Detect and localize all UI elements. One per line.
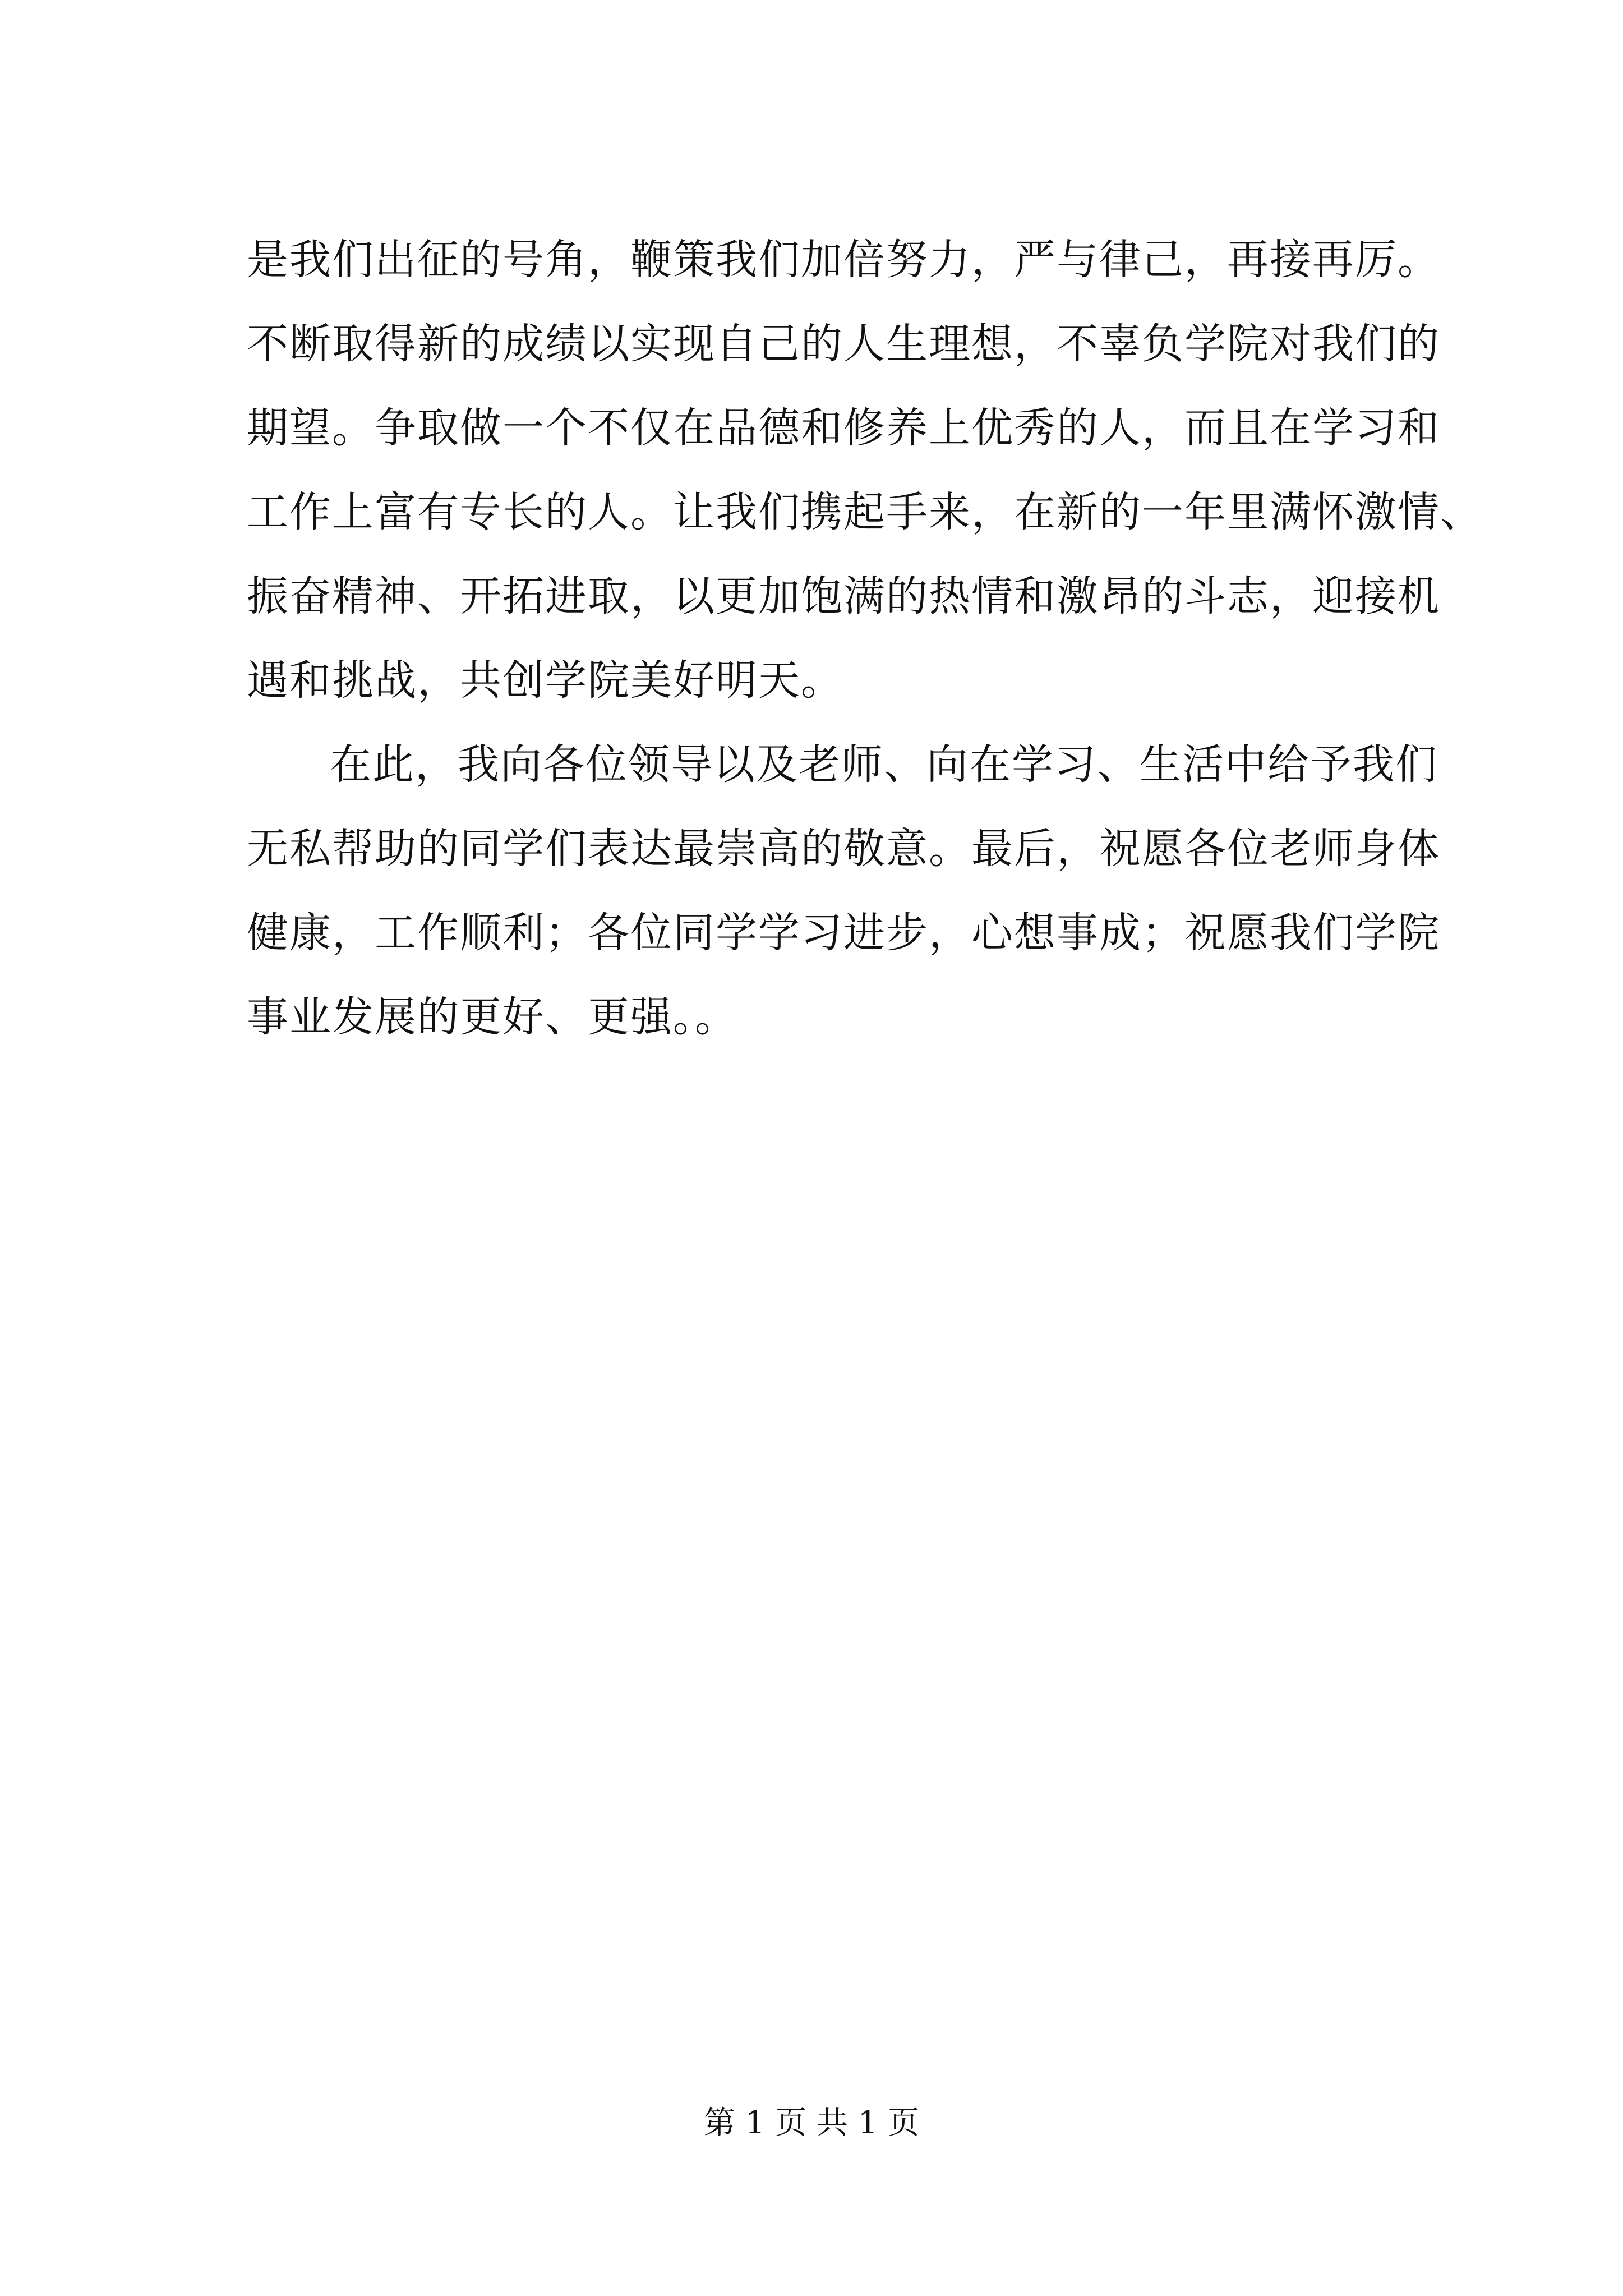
page-footer: 第 1 页 共 1 页 [703,2105,920,2141]
text-line: 振奋精神、开拓进取，以更加饱满的热情和激昂的斗志，迎接机 [247,572,1440,620]
text-line: 无私帮助的同学们表达最崇高的敬意。最后，祝愿各位老师身体 [247,825,1440,873]
text-line: 事业发展的更好、更强。。 [247,993,737,1041]
text-line: 工作上富有专长的人。让我们携起手来，在新的一年里满怀激情、 [247,488,1483,536]
text-line: 在此，我向各位领导以及老师、向在学习、生活中给予我们 [330,740,1438,789]
text-line: 遇和挑战，共创学院美好明天。 [247,656,843,705]
text-line: 期望。争取做一个不仅在品德和修养上优秀的人，而且在学习和 [247,404,1440,452]
document-body [247,218,1483,1059]
text-line: 不断取得新的成绩以实现自己的人生理想，不辜负学院对我们的 [247,320,1440,368]
text-line: 是我们出征的号角，鞭策我们加倍努力，严与律己，再接再厉。 [247,236,1440,284]
text-line: 健康，工作顺利；各位同学学习进步，心想事成；祝愿我们学院 [247,909,1440,957]
